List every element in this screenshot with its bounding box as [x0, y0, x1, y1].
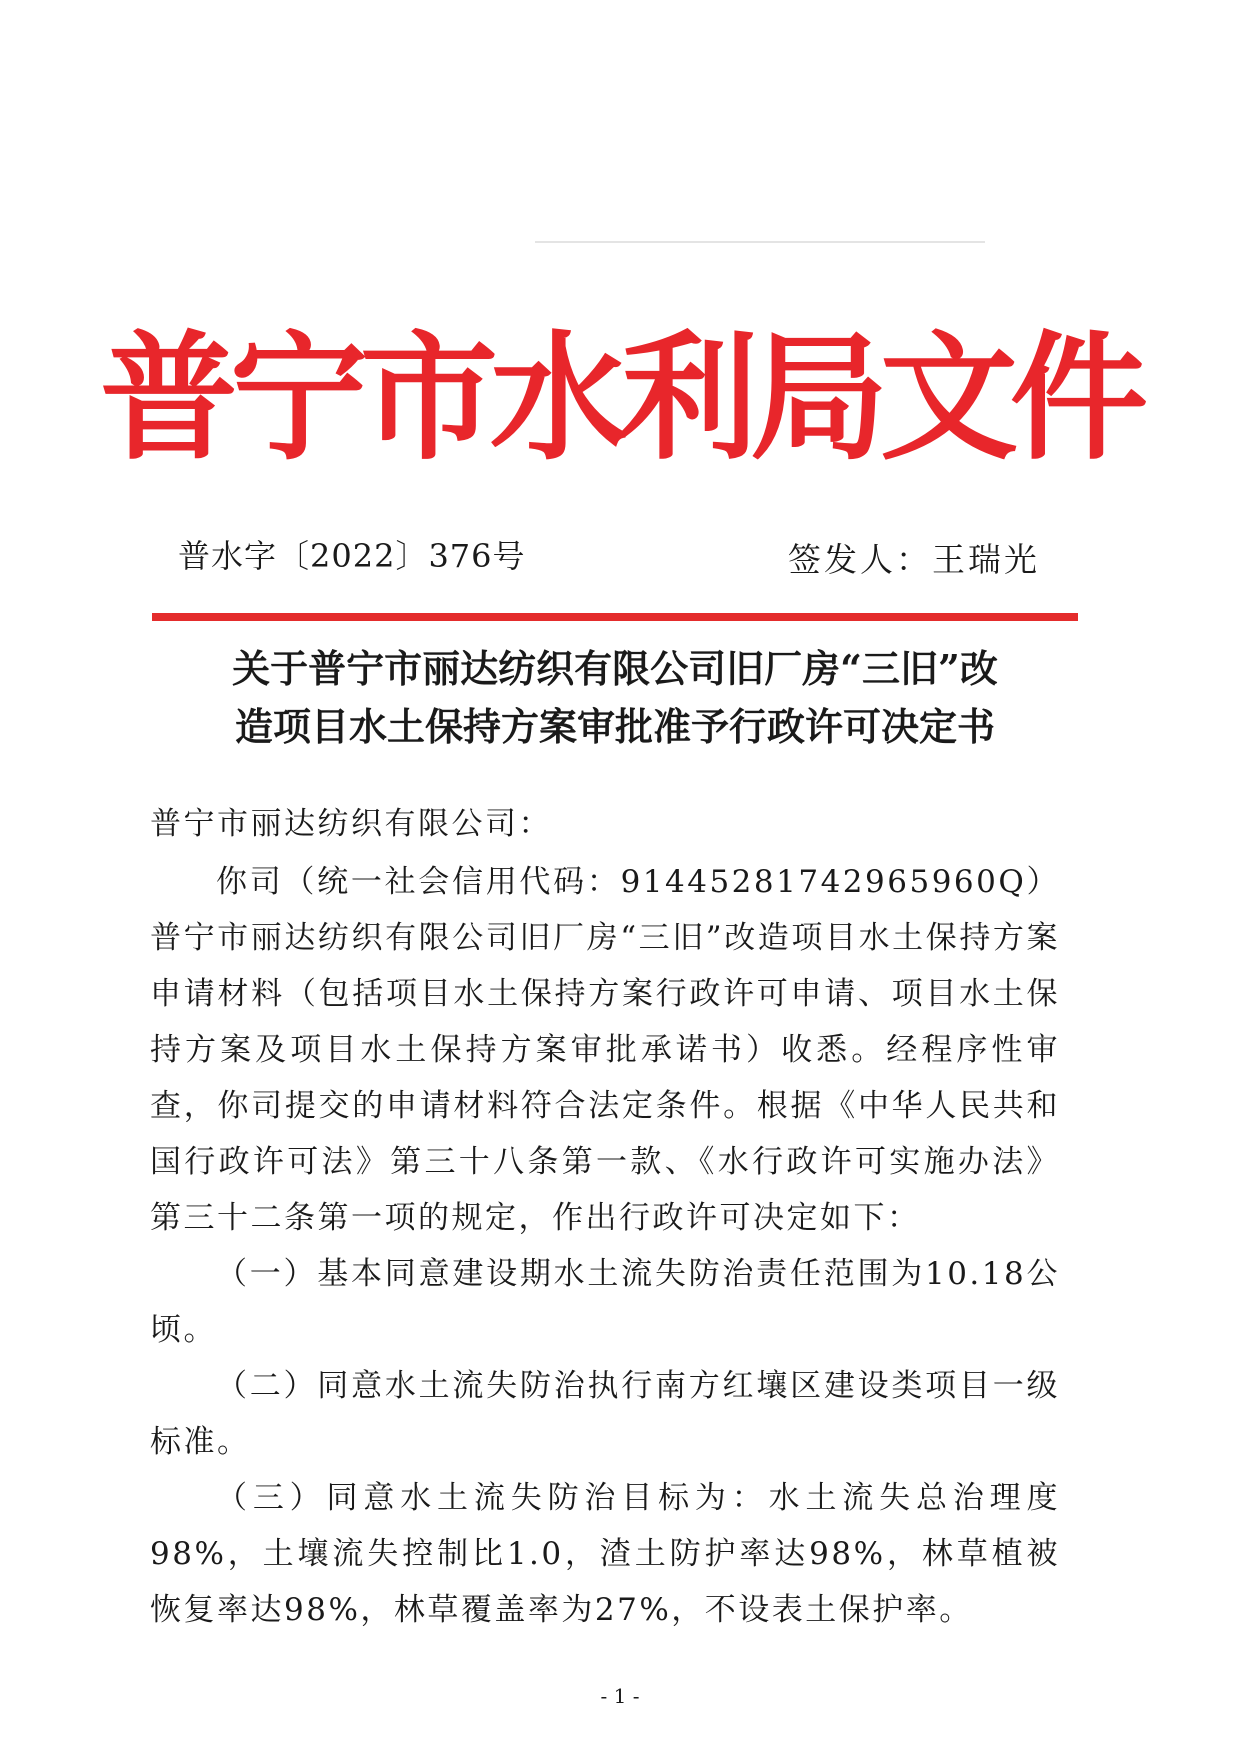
- scan-artifact-line: [535, 241, 985, 243]
- document-number: 普水字〔2022〕376号: [178, 537, 526, 575]
- document-body: [150, 796, 1060, 1638]
- document-title-line-2: 造项目水土保持方案审批准予行政许可决定书: [234, 704, 995, 749]
- page-number: - 1 -: [600, 1684, 640, 1708]
- body-paragraph: 你司（统一社会信用代码：91445281742965960Q）普宁市丽达纺织有限公司旧厂房“三旧”改造项目水土保持方案申请材料（包括项目水土保持方案行政许可申请、项目水土保持方案及项目水土保持方案审批承诺书）收悉。经程序性审查，你司提交的申请材料符合法定条件。根据《中华人民共和国行政许可法》第三十八条第一款、《水行政许可实施办法》第三十二条第一项的规定，作出行政许可决定如下：: [150, 864, 1060, 1236]
- document-signer: 签发人：王瑞光: [788, 540, 1040, 579]
- document-masthead: 普宁市水利局文件: [99, 316, 1140, 479]
- decision-item-3: （三）同意水土流失防治目标为：水土流失总治理度98%，土壤流失控制比1.0，渣土防护率达98%，林草植被恢复率达98%，林草覆盖率为27%，不设表土保护率。: [150, 1480, 1060, 1628]
- decision-item-1: （一）基本同意建设期水土流失防治责任范围为10.18公顷。: [150, 1256, 1060, 1348]
- document-title-line-1: 关于普宁市丽达纺织有限公司旧厂房“三旧”改: [232, 646, 998, 691]
- salutation: 普宁市丽达纺织有限公司：: [150, 806, 552, 842]
- red-separator-rule: [152, 613, 1078, 621]
- document-title: [150, 640, 1080, 756]
- decision-item-2: （二）同意水土流失防治执行南方红壤区建设类项目一级标准。: [150, 1368, 1060, 1460]
